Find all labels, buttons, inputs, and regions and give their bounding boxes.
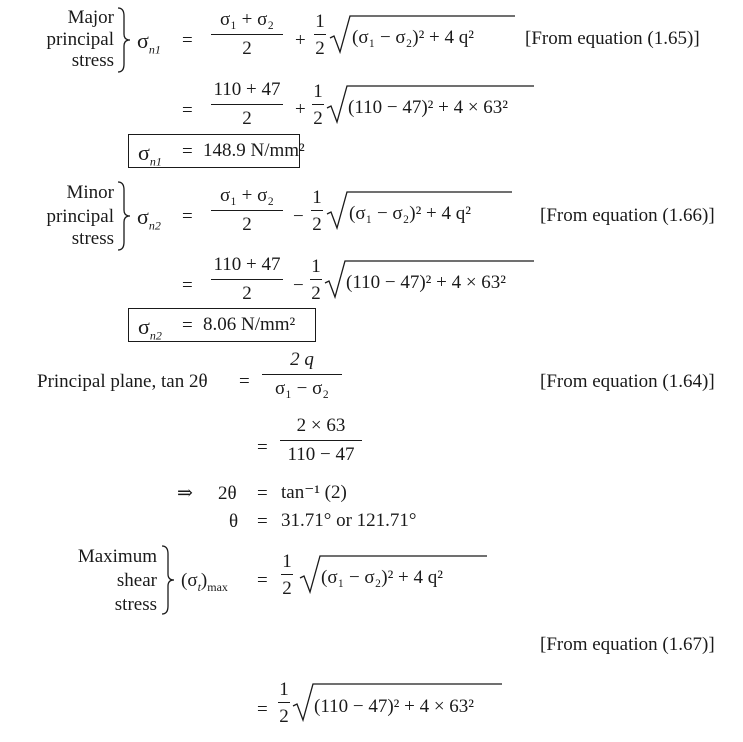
fraction-half: [278, 680, 290, 726]
numerator: 1: [313, 81, 323, 102]
fraction-bar: [281, 574, 293, 575]
fraction-bar: [311, 210, 323, 211]
plus-sign: +: [295, 99, 306, 120]
fraction-numeric-sum: [211, 255, 283, 303]
equals-sign: =: [182, 315, 193, 336]
numerator: σ₁ + σ₂: [220, 185, 274, 206]
denominator: 2: [242, 214, 252, 235]
minus-sign: −: [293, 206, 304, 227]
minus-sign: −: [293, 275, 304, 296]
fraction-tan-numeric: [280, 416, 362, 466]
label-line: principal: [46, 206, 114, 227]
denominator: 2: [282, 578, 292, 599]
denominator: 2: [242, 283, 252, 304]
equals-sign: =: [257, 483, 268, 504]
fraction-tan-formula: [262, 350, 342, 400]
equation-reference: [From equation (1.66)]: [540, 205, 715, 226]
radicand: (110 − 47)² + 4 × 63²: [346, 272, 506, 293]
max-shear-symbol: $(\sigma_t)_{max}$: [181, 570, 228, 594]
numerator: 110 + 47: [213, 254, 281, 275]
denominator: 2: [242, 38, 252, 59]
denominator: σ₁ − σ₂: [275, 378, 329, 399]
numerator: 1: [311, 256, 321, 277]
fraction-half: [312, 82, 324, 128]
equals-sign: =: [182, 206, 193, 227]
radicand: (σ₁ − σ₂)² + 4 q²: [352, 27, 474, 48]
radicand: (110 − 47)² + 4 × 63²: [314, 696, 474, 717]
label-line: Minor: [66, 182, 114, 203]
equals-sign: =: [257, 570, 268, 591]
label-line: stress: [71, 228, 114, 249]
equals-sign: =: [257, 699, 268, 720]
sigma-n1-symbol: $\sigma_{n1}$: [137, 28, 161, 57]
equation-reference: [From equation (1.67)]: [540, 634, 715, 655]
fraction-half: [281, 552, 293, 598]
fraction-bar: [280, 440, 362, 441]
principal-plane-label: Principal plane, tan 2θ: [37, 371, 208, 392]
sigma-n1-symbol: $\sigma_{n1}$: [138, 140, 162, 169]
tan-inverse-value: tan⁻¹ (2): [281, 482, 347, 503]
fraction-bar: [312, 104, 324, 105]
fraction-bar: [278, 702, 290, 703]
result-value: 148.9 N/mm²: [203, 140, 305, 161]
equals-sign: =: [182, 100, 193, 121]
implies-arrow-icon: ⇒: [177, 483, 193, 504]
label-line: stress: [114, 594, 157, 615]
radicand: (σ₁ − σ₂)² + 4 q²: [321, 567, 443, 588]
right-brace-icon: [160, 544, 176, 616]
numerator: σ₁ + σ₂: [220, 9, 274, 30]
equation-reference: [From equation (1.64)]: [540, 371, 715, 392]
sigma-n2-symbol: $\sigma_{n2}$: [137, 204, 161, 233]
denominator: 2: [313, 108, 323, 129]
fraction-bar: [211, 104, 283, 105]
fraction-bar: [211, 210, 283, 211]
two-theta-symbol: 2θ: [218, 483, 237, 504]
fraction-bar: [310, 279, 322, 280]
sigma-n2-symbol: $\sigma_{n2}$: [138, 314, 162, 343]
fraction-bar: [211, 34, 283, 35]
plus-sign: +: [295, 30, 306, 51]
numerator: 2 q: [290, 349, 314, 370]
equals-sign: =: [182, 30, 193, 51]
denominator: 2: [312, 214, 322, 235]
label-line: shear: [116, 570, 157, 591]
radicand: (110 − 47)² + 4 × 63²: [348, 97, 508, 118]
equals-sign: =: [239, 371, 250, 392]
fraction-half: [314, 12, 326, 58]
numerator: 1: [312, 187, 322, 208]
numerator: 1: [315, 11, 325, 32]
theta-symbol: θ: [229, 511, 239, 532]
denominator: 2: [311, 283, 321, 304]
denominator: 110 − 47: [287, 444, 355, 465]
fraction-bar: [314, 34, 326, 35]
denominator: 2: [315, 38, 325, 59]
theta-value: 31.71° or 121.71°: [281, 510, 417, 531]
equals-sign: =: [257, 511, 268, 532]
label-line: Major: [67, 7, 114, 28]
result-value: 8.06 N/mm²: [203, 314, 296, 335]
fraction-numeric-sum: [211, 80, 283, 128]
equals-sign: =: [182, 141, 193, 162]
fraction-sum-over-two: [211, 10, 283, 58]
right-brace-icon: [116, 180, 132, 252]
numerator: 1: [279, 679, 289, 700]
fraction-half: [311, 188, 323, 234]
fraction-half: [310, 257, 322, 303]
label-line: Maximum: [77, 546, 157, 567]
radicand: (σ₁ − σ₂)² + 4 q²: [349, 203, 471, 224]
equation-reference: [From equation (1.65)]: [525, 28, 700, 49]
equals-sign: =: [182, 275, 193, 296]
fraction-sum-over-two: [211, 186, 283, 234]
right-brace-icon: [116, 6, 132, 74]
equals-sign: =: [257, 437, 268, 458]
denominator: 2: [279, 706, 289, 727]
label-line: principal: [46, 29, 114, 50]
fraction-bar: [262, 374, 342, 375]
numerator: 1: [282, 551, 292, 572]
fraction-bar: [211, 279, 283, 280]
label-line: stress: [71, 50, 114, 71]
denominator: 2: [242, 108, 252, 129]
numerator: 110 + 47: [213, 79, 281, 100]
numerator: 2 × 63: [296, 415, 346, 436]
